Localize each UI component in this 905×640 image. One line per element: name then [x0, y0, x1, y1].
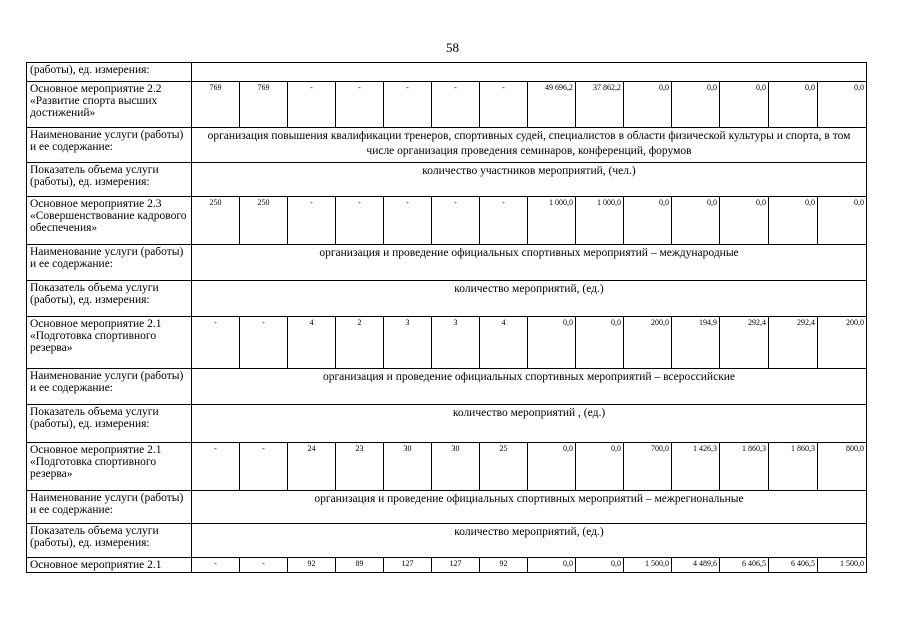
service-description: количество мероприятий, (ед.) — [192, 524, 867, 558]
value-cell: 0,0 — [528, 317, 576, 369]
value-cell: 30 — [384, 443, 432, 491]
value-cell: 23 — [336, 443, 384, 491]
value-cell: 0,0 — [672, 82, 720, 128]
value-cell: 0,0 — [720, 197, 769, 245]
data-row — [27, 443, 867, 491]
value-cell: 0,0 — [818, 197, 867, 245]
value-cell: 1 860,3 — [720, 443, 769, 491]
service-description: количество мероприятий , (ед.) — [192, 405, 867, 443]
row-label: Наименование услуги (работы) и ее содержание: — [27, 128, 192, 163]
value-cell: 92 — [288, 558, 336, 573]
value-cell: 37 862,2 — [576, 82, 624, 128]
value-cell: - — [192, 558, 240, 573]
value-cell: 0,0 — [576, 558, 624, 573]
value-cell: 24 — [288, 443, 336, 491]
value-cell: 127 — [432, 558, 480, 573]
value-cell: 30 — [432, 443, 480, 491]
value-cell: 194,9 — [672, 317, 720, 369]
service-row — [27, 245, 867, 281]
value-cell: - — [384, 82, 432, 128]
service-description: организация и проведение официальных спортивных мероприятий – межрегиональные — [192, 491, 867, 524]
value-cell: 200,0 — [624, 317, 672, 369]
value-cell: 3 — [384, 317, 432, 369]
service-row — [27, 491, 867, 524]
page-number: 58 — [446, 40, 459, 55]
value-cell: 49 696,2 — [528, 82, 576, 128]
value-cell: 4 489,6 — [672, 558, 720, 573]
service-description: количество участников мероприятий, (чел.) — [192, 163, 867, 197]
value-cell: - — [480, 82, 528, 128]
row-label: Основное мероприятие 2.2 «Развитие спорта высших достижений» — [27, 82, 192, 128]
value-cell: - — [384, 197, 432, 245]
value-cell: 0,0 — [576, 443, 624, 491]
value-cell: 0,0 — [672, 197, 720, 245]
row-label: Наименование услуги (работы) и ее содержание: — [27, 245, 192, 281]
data-row — [27, 82, 867, 128]
service-description — [192, 63, 867, 82]
value-cell: 0,0 — [624, 82, 672, 128]
row-label: Показатель объема услуги (работы), ед. измерения: — [27, 281, 192, 317]
row-label: Основное мероприятие 2.3 «Совершенствование кадрового обеспечения» — [27, 197, 192, 245]
service-row — [27, 369, 867, 405]
value-cell: 6 406,5 — [769, 558, 818, 573]
row-label: Наименование услуги (работы) и ее содержание: — [27, 369, 192, 405]
service-description: количество мероприятий, (ед.) — [192, 281, 867, 317]
value-cell: - — [192, 317, 240, 369]
value-cell: - — [432, 197, 480, 245]
value-cell: - — [336, 82, 384, 128]
value-cell: 0,0 — [576, 317, 624, 369]
value-cell: 4 — [480, 317, 528, 369]
value-cell: 292,4 — [769, 317, 818, 369]
value-cell: 0,0 — [769, 197, 818, 245]
value-cell: 700,0 — [624, 443, 672, 491]
value-cell: - — [240, 317, 288, 369]
value-cell: 200,0 — [818, 317, 867, 369]
value-cell: 769 — [192, 82, 240, 128]
service-row — [27, 524, 867, 558]
value-cell: 292,4 — [720, 317, 769, 369]
service-row — [27, 281, 867, 317]
service-row — [27, 63, 867, 82]
service-description: организация повышения квалификации тренеров, спортивных судей, специалистов в области физической культуры и спорта, в том числе организация проведения семинаров, конференций, форумов — [192, 128, 867, 163]
service-description: организация и проведение официальных спортивных мероприятий – международные — [192, 245, 867, 281]
row-label: Основное мероприятие 2.1 «Подготовка спортивного резерва» — [27, 443, 192, 491]
row-label: Основное мероприятие 2.1 «Подготовка спортивного резерва» — [27, 317, 192, 369]
value-cell: 0,0 — [720, 82, 769, 128]
value-cell: - — [480, 197, 528, 245]
row-label: Показатель объема услуги (работы), ед. измерения: — [27, 405, 192, 443]
value-cell: - — [432, 82, 480, 128]
row-label: Показатель объема услуги (работы), ед. измерения: — [27, 524, 192, 558]
value-cell: - — [240, 558, 288, 573]
value-cell: - — [240, 443, 288, 491]
value-cell: 1 500,0 — [818, 558, 867, 573]
value-cell: 127 — [384, 558, 432, 573]
row-label: (работы), ед. измерения: — [27, 63, 192, 82]
value-cell: 89 — [336, 558, 384, 573]
value-cell: 6 406,5 — [720, 558, 769, 573]
value-cell: 25 — [480, 443, 528, 491]
value-cell: 0,0 — [528, 558, 576, 573]
value-cell: 0,0 — [528, 443, 576, 491]
value-cell: 1 000,0 — [576, 197, 624, 245]
service-row — [27, 405, 867, 443]
value-cell: 2 — [336, 317, 384, 369]
service-description: организация и проведение официальных спортивных мероприятий – всероссийские — [192, 369, 867, 405]
value-cell: 1 500,0 — [624, 558, 672, 573]
value-cell: - — [192, 443, 240, 491]
value-cell: 0,0 — [624, 197, 672, 245]
service-row — [27, 163, 867, 197]
value-cell: 250 — [240, 197, 288, 245]
value-cell: - — [336, 197, 384, 245]
value-cell: 250 — [192, 197, 240, 245]
row-label: Основное мероприятие 2.1 — [27, 558, 192, 573]
row-label: Наименование услуги (работы) и ее содержание: — [27, 491, 192, 524]
value-cell: 0,0 — [769, 82, 818, 128]
value-cell: 3 — [432, 317, 480, 369]
data-row — [27, 197, 867, 245]
service-row — [27, 128, 867, 163]
value-cell: 1 426,3 — [672, 443, 720, 491]
value-cell: 92 — [480, 558, 528, 573]
value-cell: 0,0 — [818, 82, 867, 128]
row-label: Показатель объема услуги (работы), ед. измерения: — [27, 163, 192, 197]
value-cell: 800,0 — [818, 443, 867, 491]
data-row — [27, 317, 867, 369]
services-table — [26, 62, 867, 573]
data-row — [27, 558, 867, 573]
value-cell: 1 000,0 — [528, 197, 576, 245]
value-cell: - — [288, 197, 336, 245]
value-cell: 1 860,3 — [769, 443, 818, 491]
value-cell: 4 — [288, 317, 336, 369]
value-cell: - — [288, 82, 336, 128]
value-cell: 769 — [240, 82, 288, 128]
